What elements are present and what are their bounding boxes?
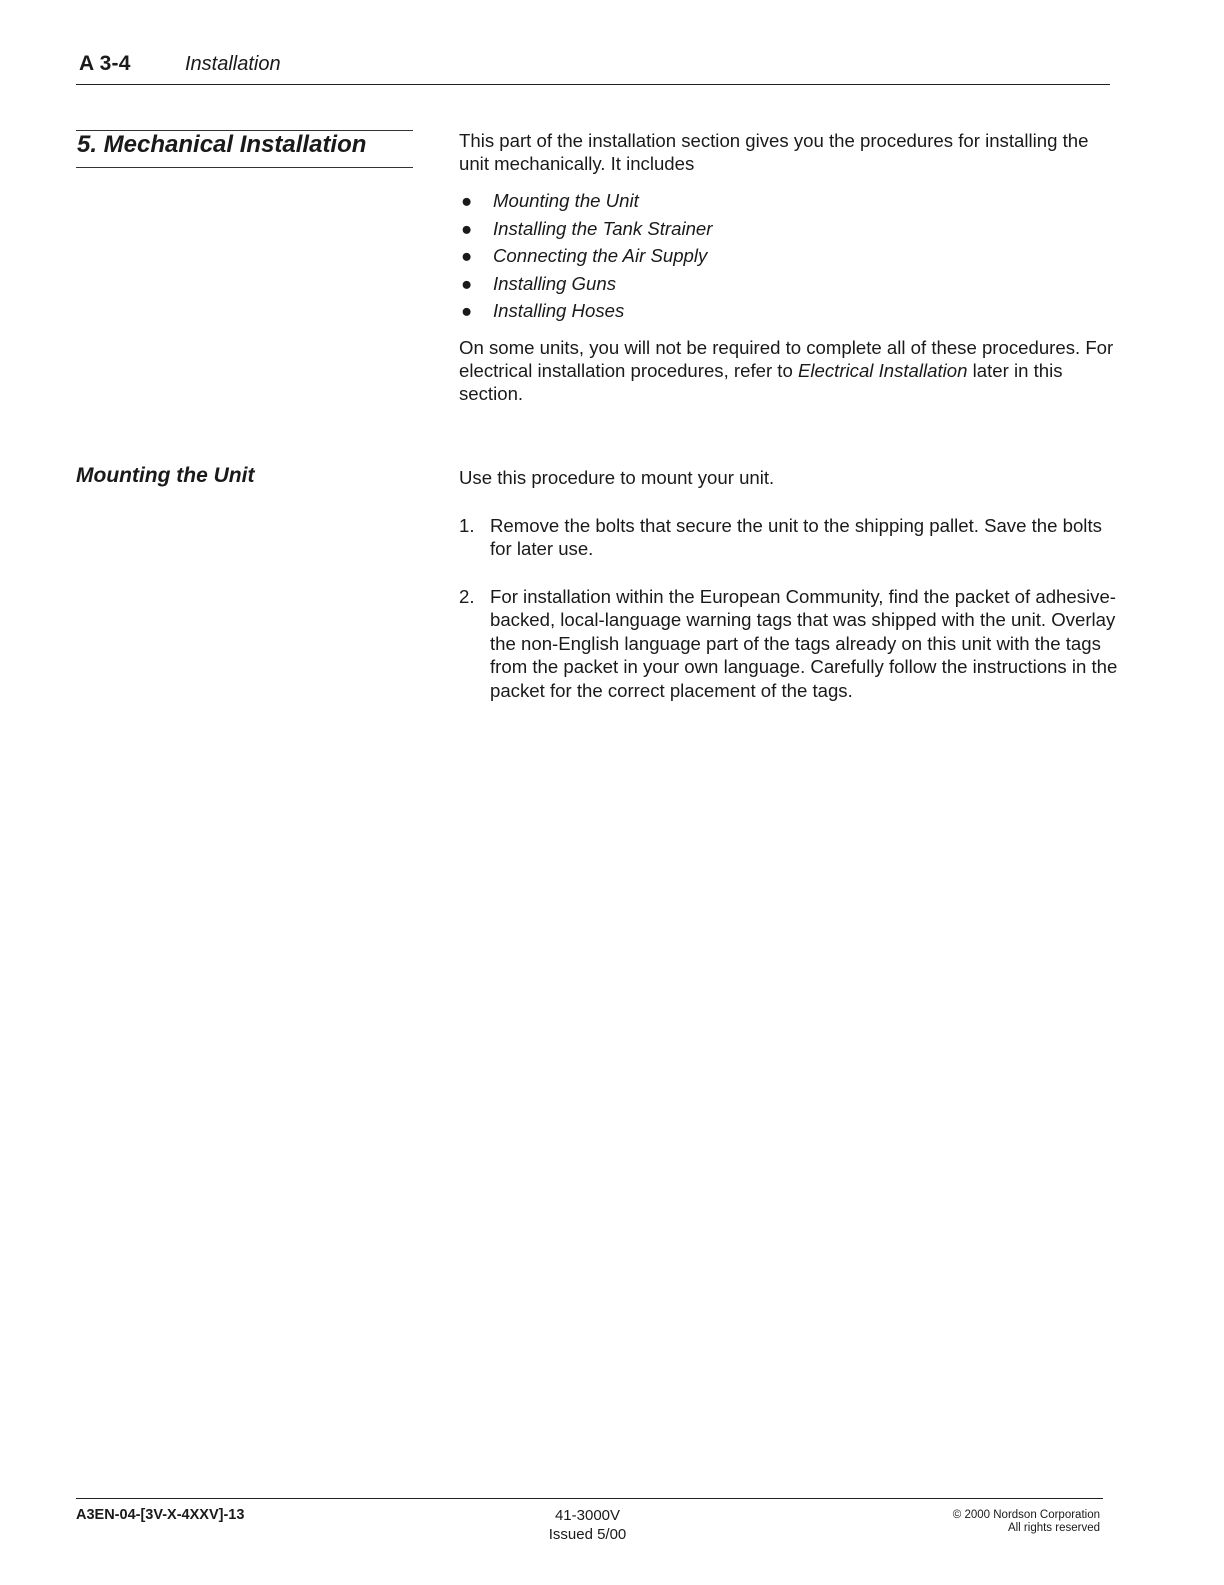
footer-part-info (520, 1506, 655, 1544)
list-item-label: Installing Guns (493, 272, 616, 294)
list-item-label: Installing the Tank Strainer (493, 217, 713, 239)
list-item (459, 244, 1114, 272)
list-item (459, 272, 1114, 300)
list-item (459, 189, 1114, 217)
section-title: 5. Mechanical Installation (77, 131, 367, 158)
list-item-label: Connecting the Air Supply (493, 245, 708, 266)
list-item-label: Mounting the Unit (493, 190, 639, 211)
section-title-rule-bottom (76, 167, 413, 168)
bullet-icon: ● (461, 190, 473, 211)
footer-rights-line: All rights reserved (1007, 1522, 1100, 1534)
step-text: Remove the bolts that secure the unit to the shipping pallet. Save the bolts for later use. (490, 515, 1102, 560)
list-item-label: Installing Hoses (493, 300, 625, 321)
subsection-intro: Use this procedure to mount your unit. (459, 467, 775, 488)
section-intro (459, 129, 1114, 175)
bullet-icon: ● (461, 300, 473, 321)
section-note (459, 336, 1114, 405)
footer-document-id: A3EN-04-[3V-X-4XXV]-13 (76, 1507, 245, 1523)
step-number: 1. (459, 515, 475, 536)
footer-divider (76, 1498, 1103, 1499)
bullet-icon: ● (461, 245, 473, 266)
bullet-icon: ● (461, 272, 473, 294)
footer-issue-date: Issued 5/00 (548, 1526, 627, 1543)
section-note-text (459, 336, 1114, 405)
step-text: For installation within the European Community, find the packet of adhesive-backed, local-language warning tags that was shipped with the unit. Overlay the non-English language part of the tags already on this unit with the tags from the packet in your own language. Carefully follow the instructions in the packet for the correct placement of the tags. (490, 586, 1118, 701)
list-item (459, 299, 1114, 327)
section-intro-text: This part of the installation section gives you the procedures for installing the unit mechanically. It includes (459, 130, 1089, 174)
procedure-list (459, 189, 1114, 327)
footer-part-number: 41-3000V (554, 1507, 621, 1524)
note-text-part2: later in this section. (459, 360, 1063, 404)
page-code: A 3-4 (79, 52, 131, 75)
note-cross-reference: Electrical Installation (797, 360, 968, 381)
bullet-icon: ● (461, 217, 473, 239)
list-item (459, 217, 1114, 245)
note-text-part1: On some units, you will not be required to complete all of these procedures. For electrical installation procedures, refer to (459, 337, 1114, 381)
footer-copyright-line: © 2000 Nordson Corporation (952, 1509, 1100, 1521)
running-section-title: Installation (185, 53, 281, 75)
footer-copyright (953, 1509, 1100, 1535)
step-number: 2. (459, 586, 475, 607)
subsection-title: Mounting the Unit (76, 464, 255, 487)
header-divider (76, 84, 1110, 85)
